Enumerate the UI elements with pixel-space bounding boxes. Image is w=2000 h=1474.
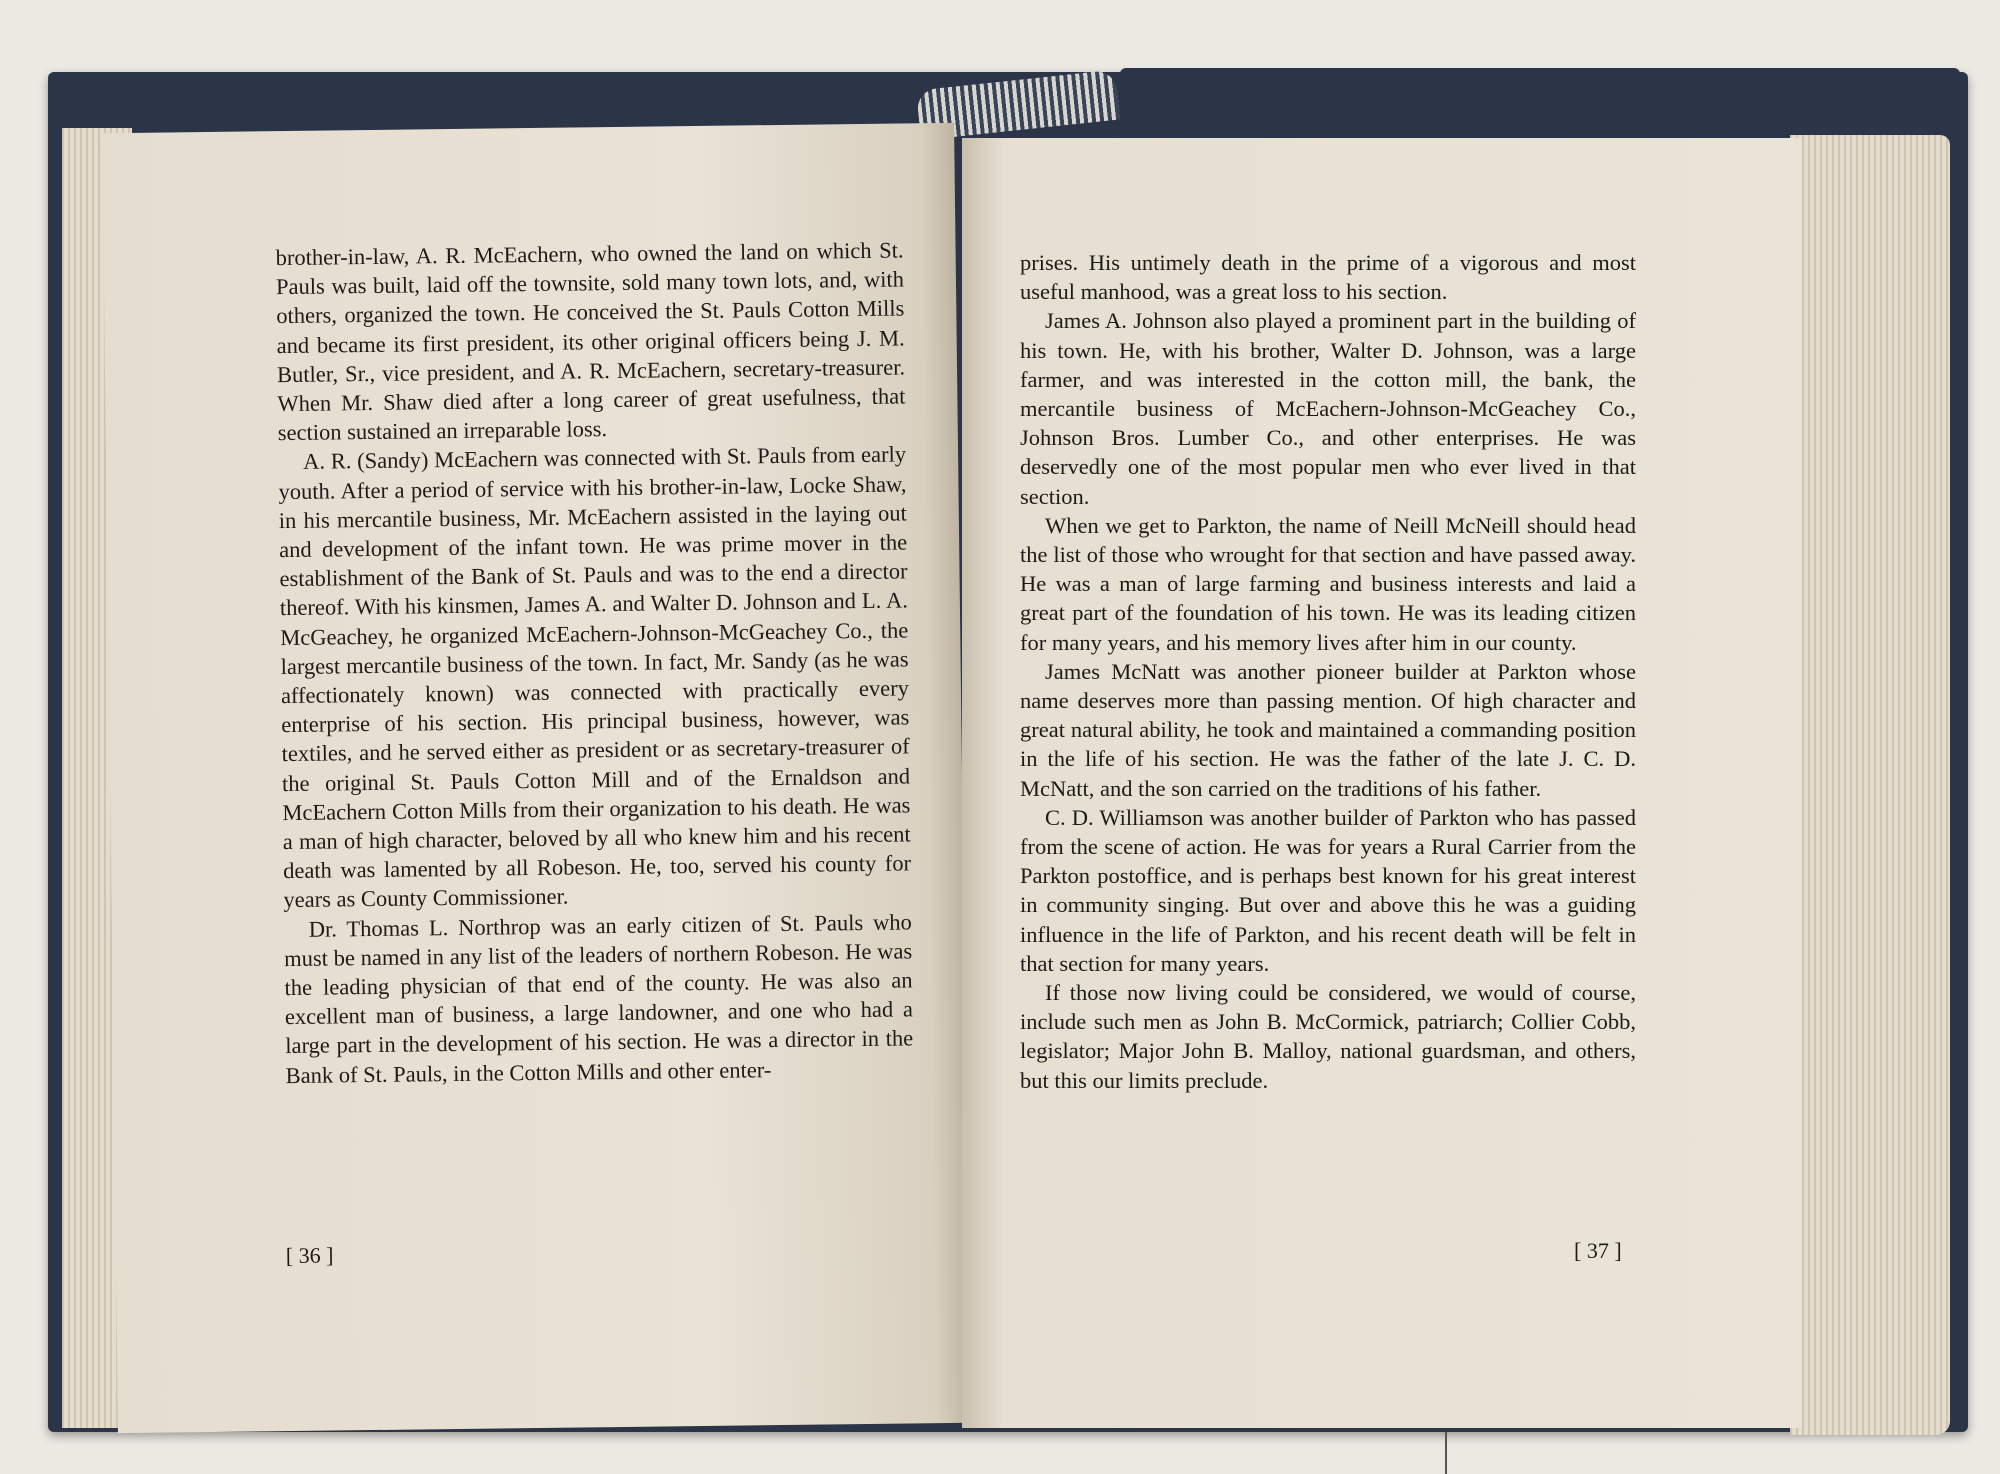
table-edge-line bbox=[1445, 1432, 1447, 1474]
book-cover-top bbox=[1120, 68, 1960, 108]
right-page-edges bbox=[1790, 135, 1950, 1435]
paragraph: Dr. Thomas L. Northrop was an early citizen of St. Pauls who must be named in any list of the leaders of northern Robeson. He was the leading physician of that end of the county. He was also an excellent man of business, a large landowner, and one who had a large part in the development of his section. He was a director in the Bank of St. Pauls, in the Cotton Mills and other enter- bbox=[284, 909, 914, 1088]
paragraph: C. D. Williamson was another builder of Parkton who has passed from the scene of action. He was for years a Rural Carrier from the Parkton postoffice, and is perhaps best known for his great interest in community singing. But over and above this he was a guiding influence in the life of Parkton, and his recent death will be felt in that section for many years. bbox=[1020, 804, 1636, 976]
paragraph: James McNatt was another pioneer builder at Parkton whose name deserves more than passing mention. Of high character and great natural ability, he took and maintained a commanding position in the life of his section. He was the father of the late J. C. D. McNatt, and the son carried on the traditions of his father. bbox=[1020, 658, 1636, 801]
paragraph: When we get to Parkton, the name of Neill McNeill should head the list of those who wrought for that section and have passed away. He was a man of large farming and business interests and laid a great part of the foundation of his town. He was its leading citizen for many years, and his memory lives after him in our county. bbox=[1020, 512, 1636, 655]
page-number: [ 37 ] bbox=[1574, 1238, 1622, 1263]
left-page-text bbox=[275, 235, 913, 1089]
right-page-text bbox=[1020, 248, 1636, 1095]
paragraph: James A. Johnson also played a prominent part in the building of his town. He, with his brother, Walter D. Johnson, was a large farmer, and was interested in the cotton mill, the bank, the mercantile business of McEachern-Johnson-McGeachey Co., Johnson Bros. Lumber Co., and other enterprises. He was deservedly one of the most popular men who ever lived in that section. bbox=[1020, 308, 1636, 509]
paragraph: If those now living could be considered, we would of course, include such men as John B. McCormick, patriarch; Collier Cobb, legislator; Major John B. Malloy, national guardsman, and others, but this our limits preclude. bbox=[1020, 980, 1636, 1093]
right-page bbox=[962, 138, 1802, 1428]
paragraph: A. R. (Sandy) McEachern was connected with St. Pauls from early youth. After a period of service with his brother-in-law, Locke Shaw, in his mercantile business, Mr. McEachern assisted in the laying out and development of the infant town. He was prime mover in the establishment of the Bank of St. Pauls and was to the end a director thereof. With his kinsmen, James A. and Walter D. Johnson and L. A. McGeachey, he organized McEachern-Johnson-McGeachey Co., the largest mercantile business of the town. In fact, Mr. Sandy (as he was affectionately known) was connected with practically every enterprise of his section. His principal business, however, was textiles, and he served either as president or as secretary-treasurer of the original St. Pauls Cotton Mill and of the Ernaldson and McEachern Cotton Mills from their organization to his death. He was a man of high character, beloved by all who knew him and his recent death was lamented by all Robeson. He, too, served his county for years as County Commissioner. bbox=[278, 441, 912, 913]
paragraph: brother-in-law, A. R. McEachern, who owned the land on which St. Pauls was built, laid off the townsite, sold many town lots, and, with others, organized the town. He conceived the St. Pauls Cotton Mills and became its first president, its other original officers being J. M. Butler, Sr., vice president, and A. R. McEachern, secretary-treasurer. When Mr. Shaw died after a long career of great usefulness, that section sustained an irreparable loss. bbox=[275, 237, 906, 446]
paragraph: prises. His untimely death in the prime of a vigorous and most useful manhood, was a great loss to his section. bbox=[1020, 250, 1636, 305]
page-number: [ 36 ] bbox=[285, 1242, 334, 1269]
left-page bbox=[102, 123, 970, 1433]
